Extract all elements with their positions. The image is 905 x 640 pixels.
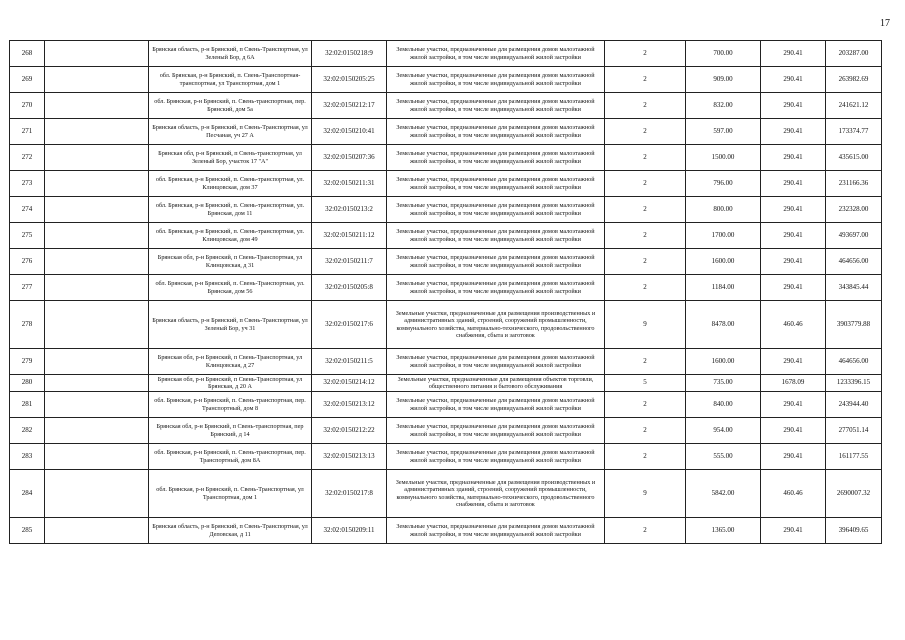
address-cell: Брянская область, р-н Брянский, п Свень-Транспортная, ул Зеленый Бор, уч 31 (149, 301, 312, 349)
spacer-cell (45, 67, 149, 93)
land-use-cell: Земельные участки, предназначенные для размещения объектов торговли, общественного питания и бытового обслуживания (387, 375, 605, 392)
cadastral-value-cell: 203287.00 (826, 41, 882, 67)
area-cell: 1700.00 (686, 223, 761, 249)
land-use-cell: Земельные участки, предназначенные для размещения домов малоэтажной жилой застройки, в том числе индивидуальной жилой застройки (387, 41, 605, 67)
cadastral-value-cell: 243944.40 (826, 392, 882, 418)
row-number-cell: 272 (10, 145, 45, 171)
spacer-cell (45, 349, 149, 375)
area-cell: 800.00 (686, 197, 761, 223)
cadastral-value-cell: 241621.12 (826, 93, 882, 119)
land-use-cell: Земельные участки, предназначенные для размещения домов малоэтажной жилой застройки, в том числе индивидуальной жилой застройки (387, 93, 605, 119)
cadastral-value-cell: 173374.77 (826, 119, 882, 145)
address-cell: обл. Брянская, р-н Брянский, п. Свень-транспортная, ул. Клинцовская, дом 37 (149, 171, 312, 197)
group-number-cell: 2 (605, 518, 686, 544)
group-number-cell: 2 (605, 392, 686, 418)
cadastral-value-cell: 464656.00 (826, 349, 882, 375)
land-use-cell: Земельные участки, предназначенные для размещения домов малоэтажной жилой застройки, в том числе индивидуальной жилой застройки (387, 418, 605, 444)
table-row (10, 93, 882, 119)
area-cell: 1500.00 (686, 145, 761, 171)
land-use-cell: Земельные участки, предназначенные для размещения домов малоэтажной жилой застройки, в том числе индивидуальной жилой застройки (387, 518, 605, 544)
address-cell: Брянская область, р-н Брянский, п Свень-Транспортная, ул Зеленый Бор, д 6А (149, 41, 312, 67)
spacer-cell (45, 197, 149, 223)
row-number-cell: 280 (10, 375, 45, 392)
cadastral-number-cell: 32:02:0150213:12 (312, 392, 387, 418)
table-row (10, 275, 882, 301)
specific-value-cell: 290.41 (761, 349, 826, 375)
row-number-cell: 282 (10, 418, 45, 444)
table-row (10, 171, 882, 197)
spacer-cell (45, 444, 149, 470)
table-row (10, 392, 882, 418)
table-row (10, 41, 882, 67)
specific-value-cell: 290.41 (761, 145, 826, 171)
land-use-cell: Земельные участки, предназначенные для размещения домов малоэтажной жилой застройки, в том числе индивидуальной жилой застройки (387, 67, 605, 93)
land-use-cell: Земельные участки, предназначенные для размещения производственных и административных зданий, строений, сооружений промышленности, коммунального хозяйства, материально-технического, продовольственного снабжения, сбыта и заготовок (387, 470, 605, 518)
group-number-cell: 9 (605, 470, 686, 518)
specific-value-cell: 290.41 (761, 444, 826, 470)
group-number-cell: 2 (605, 67, 686, 93)
table-row (10, 470, 882, 518)
row-number-cell: 277 (10, 275, 45, 301)
cadastral-number-cell: 32:02:0150211:31 (312, 171, 387, 197)
group-number-cell: 2 (605, 275, 686, 301)
cadastral-number-cell: 32:02:0150205:8 (312, 275, 387, 301)
area-cell: 5842.00 (686, 470, 761, 518)
cadastral-value-cell: 396409.65 (826, 518, 882, 544)
area-cell: 1600.00 (686, 349, 761, 375)
address-cell: обл. Брянская, р-н Брянский, п. Свень-Транспортная-транспортная, ул Транспортная, дом 1 (149, 67, 312, 93)
specific-value-cell: 290.41 (761, 392, 826, 418)
area-cell: 954.00 (686, 418, 761, 444)
row-number-cell: 284 (10, 470, 45, 518)
specific-value-cell: 290.41 (761, 119, 826, 145)
cadastral-number-cell: 32:02:0150213:13 (312, 444, 387, 470)
page-number: 17 (880, 18, 890, 29)
specific-value-cell: 290.41 (761, 67, 826, 93)
table-row (10, 444, 882, 470)
specific-value-cell: 290.41 (761, 171, 826, 197)
cadastral-number-cell: 32:02:0150211:7 (312, 249, 387, 275)
land-use-cell: Земельные участки, предназначенные для размещения домов малоэтажной жилой застройки, в том числе индивидуальной жилой застройки (387, 171, 605, 197)
specific-value-cell: 290.41 (761, 418, 826, 444)
address-cell: обл. Брянская, р-н Брянский, п. Свень-транспортная, пер. Брянский, дом 5а (149, 93, 312, 119)
table-row (10, 67, 882, 93)
spacer-cell (45, 301, 149, 349)
group-number-cell: 2 (605, 249, 686, 275)
table-row (10, 145, 882, 171)
specific-value-cell: 460.46 (761, 301, 826, 349)
table-row (10, 249, 882, 275)
cadastral-value-cell: 3903779.88 (826, 301, 882, 349)
spacer-cell (45, 418, 149, 444)
row-number-cell: 281 (10, 392, 45, 418)
cadastral-value-cell: 2690007.32 (826, 470, 882, 518)
cadastral-number-cell: 32:02:0150205:25 (312, 67, 387, 93)
address-cell: Брянская область, р-н Брянский, п Свень-Транспортная, ул Песчаная, уч 27 А (149, 119, 312, 145)
group-number-cell: 2 (605, 171, 686, 197)
cadastral-value-cell: 435615.00 (826, 145, 882, 171)
specific-value-cell: 290.41 (761, 197, 826, 223)
cadastral-number-cell: 32:02:0150217:8 (312, 470, 387, 518)
area-cell: 840.00 (686, 392, 761, 418)
row-number-cell: 285 (10, 518, 45, 544)
address-cell: Брянская обл, р-н Брянский, п Свень-транспортная, пер Брянский, д 14 (149, 418, 312, 444)
row-number-cell: 273 (10, 171, 45, 197)
land-use-cell: Земельные участки, предназначенные для размещения домов малоэтажной жилой застройки, в том числе индивидуальной жилой застройки (387, 392, 605, 418)
cadastral-value-cell: 464656.00 (826, 249, 882, 275)
table-body (10, 41, 882, 544)
group-number-cell: 2 (605, 145, 686, 171)
address-cell: обл. Брянская, р-н Брянский, п. Свень-транспортная, пер. Транспортный, дом 8А (149, 444, 312, 470)
address-cell: Брянская обл, р-н Брянский, п Свень-Транспортная, ул Клинцовская, д 31 (149, 249, 312, 275)
cadastral-number-cell: 32:02:0150212:17 (312, 93, 387, 119)
cadastral-value-cell: 231166.36 (826, 171, 882, 197)
group-number-cell: 2 (605, 349, 686, 375)
land-use-cell: Земельные участки, предназначенные для размещения домов малоэтажной жилой застройки, в том числе индивидуальной жилой застройки (387, 197, 605, 223)
table-row (10, 197, 882, 223)
spacer-cell (45, 470, 149, 518)
specific-value-cell: 290.41 (761, 518, 826, 544)
table-row (10, 375, 882, 392)
cadastral-value-cell: 263982.69 (826, 67, 882, 93)
address-cell: обл. Брянская, р-н Брянский, п. Свень-транспортная, ул. Брянская, дом 11 (149, 197, 312, 223)
row-number-cell: 283 (10, 444, 45, 470)
area-cell: 796.00 (686, 171, 761, 197)
spacer-cell (45, 171, 149, 197)
table-row (10, 349, 882, 375)
table-row (10, 518, 882, 544)
group-number-cell: 9 (605, 301, 686, 349)
row-number-cell: 276 (10, 249, 45, 275)
address-cell: обл. Брянская, р-н Брянский, п. Свень-Транспортная, ул. Брянская, дом 56 (149, 275, 312, 301)
address-cell: обл. Брянская, р-н Брянский, п. Свень-транспортная, ул. Клинцовская, дом 49 (149, 223, 312, 249)
land-use-cell: Земельные участки, предназначенные для размещения производственных и административных зданий, строений, сооружений промышленности, коммунального хозяйства, материально-технического, продовольственного снабжения, сбыта и заготовок (387, 301, 605, 349)
specific-value-cell: 290.41 (761, 275, 826, 301)
row-number-cell: 269 (10, 67, 45, 93)
spacer-cell (45, 518, 149, 544)
cadastral-value-cell: 232328.00 (826, 197, 882, 223)
spacer-cell (45, 119, 149, 145)
spacer-cell (45, 392, 149, 418)
spacer-cell (45, 93, 149, 119)
table-row (10, 223, 882, 249)
cadastral-value-cell: 343845.44 (826, 275, 882, 301)
spacer-cell (45, 249, 149, 275)
table-row (10, 418, 882, 444)
area-cell: 735.00 (686, 375, 761, 392)
group-number-cell: 2 (605, 93, 686, 119)
group-number-cell: 2 (605, 197, 686, 223)
cadastral-value-cell: 277051.14 (826, 418, 882, 444)
row-number-cell: 278 (10, 301, 45, 349)
group-number-cell: 2 (605, 418, 686, 444)
land-use-cell: Земельные участки, предназначенные для размещения домов малоэтажной жилой застройки, в том числе индивидуальной жилой застройки (387, 223, 605, 249)
group-number-cell: 2 (605, 223, 686, 249)
land-use-cell: Земельные участки, предназначенные для размещения домов малоэтажной жилой застройки, в том числе индивидуальной жилой застройки (387, 349, 605, 375)
address-cell: Брянская обл, р-н Брянский, п Свень-Транспортная, ул Брянская, д 20 А (149, 375, 312, 392)
specific-value-cell: 290.41 (761, 93, 826, 119)
spacer-cell (45, 41, 149, 67)
cadastral-number-cell: 32:02:0150213:2 (312, 197, 387, 223)
spacer-cell (45, 375, 149, 392)
cadastral-value-cell: 161177.55 (826, 444, 882, 470)
area-cell: 832.00 (686, 93, 761, 119)
specific-value-cell: 460.46 (761, 470, 826, 518)
address-cell: Брянская обл, р-н Брянский, п Свень-Транспортная, ул Клинцовская, д 27 (149, 349, 312, 375)
row-number-cell: 268 (10, 41, 45, 67)
area-cell: 700.00 (686, 41, 761, 67)
area-cell: 1600.00 (686, 249, 761, 275)
land-use-cell: Земельные участки, предназначенные для размещения домов малоэтажной жилой застройки, в том числе индивидуальной жилой застройки (387, 119, 605, 145)
cadastral-number-cell: 32:02:0150212:22 (312, 418, 387, 444)
address-cell: Брянская обл, р-н Брянский, п Свень-транспортная, ул Зеленый Бор, участок 17 "А" (149, 145, 312, 171)
row-number-cell: 275 (10, 223, 45, 249)
spacer-cell (45, 275, 149, 301)
row-number-cell: 270 (10, 93, 45, 119)
area-cell: 8478.00 (686, 301, 761, 349)
address-cell: Брянская область, р-н Брянский, п Свень-Транспортная, ул Деповская, д 11 (149, 518, 312, 544)
table-row (10, 301, 882, 349)
address-cell: обл. Брянская, р-н Брянский, п. Свень-транспортная, пер. Транспортный, дом 8 (149, 392, 312, 418)
cadastral-number-cell: 32:02:0150214:12 (312, 375, 387, 392)
row-number-cell: 271 (10, 119, 45, 145)
cadastral-number-cell: 32:02:0150217:6 (312, 301, 387, 349)
cadastral-number-cell: 32:02:0150209:11 (312, 518, 387, 544)
area-cell: 555.00 (686, 444, 761, 470)
cadastral-value-cell: 1233396.15 (826, 375, 882, 392)
land-use-cell: Земельные участки, предназначенные для размещения домов малоэтажной жилой застройки, в том числе индивидуальной жилой застройки (387, 249, 605, 275)
cadastral-number-cell: 32:02:0150210:41 (312, 119, 387, 145)
row-number-cell: 279 (10, 349, 45, 375)
spacer-cell (45, 145, 149, 171)
group-number-cell: 2 (605, 119, 686, 145)
land-use-cell: Земельные участки, предназначенные для размещения домов малоэтажной жилой застройки, в том числе индивидуальной жилой застройки (387, 444, 605, 470)
row-number-cell: 274 (10, 197, 45, 223)
land-use-cell: Земельные участки, предназначенные для размещения домов малоэтажной жилой застройки, в том числе индивидуальной жилой застройки (387, 145, 605, 171)
cadastral-number-cell: 32:02:0150211:12 (312, 223, 387, 249)
group-number-cell: 2 (605, 41, 686, 67)
specific-value-cell: 290.41 (761, 223, 826, 249)
specific-value-cell: 290.41 (761, 249, 826, 275)
area-cell: 1365.00 (686, 518, 761, 544)
area-cell: 1184.00 (686, 275, 761, 301)
cadastral-value-cell: 493697.00 (826, 223, 882, 249)
group-number-cell: 2 (605, 444, 686, 470)
group-number-cell: 5 (605, 375, 686, 392)
land-use-cell: Земельные участки, предназначенные для размещения домов малоэтажной жилой застройки, в том числе индивидуальной жилой застройки (387, 275, 605, 301)
area-cell: 909.00 (686, 67, 761, 93)
specific-value-cell: 290.41 (761, 41, 826, 67)
cadastral-number-cell: 32:02:0150207:36 (312, 145, 387, 171)
address-cell: обл. Брянская, р-н Брянский, п. Свень-Транспортная, ул Транспортная, дом 1 (149, 470, 312, 518)
specific-value-cell: 1678.09 (761, 375, 826, 392)
area-cell: 597.00 (686, 119, 761, 145)
spacer-cell (45, 223, 149, 249)
land-plots-table (9, 40, 882, 544)
table-row (10, 119, 882, 145)
cadastral-number-cell: 32:02:0150211:5 (312, 349, 387, 375)
cadastral-number-cell: 32:02:0150218:9 (312, 41, 387, 67)
